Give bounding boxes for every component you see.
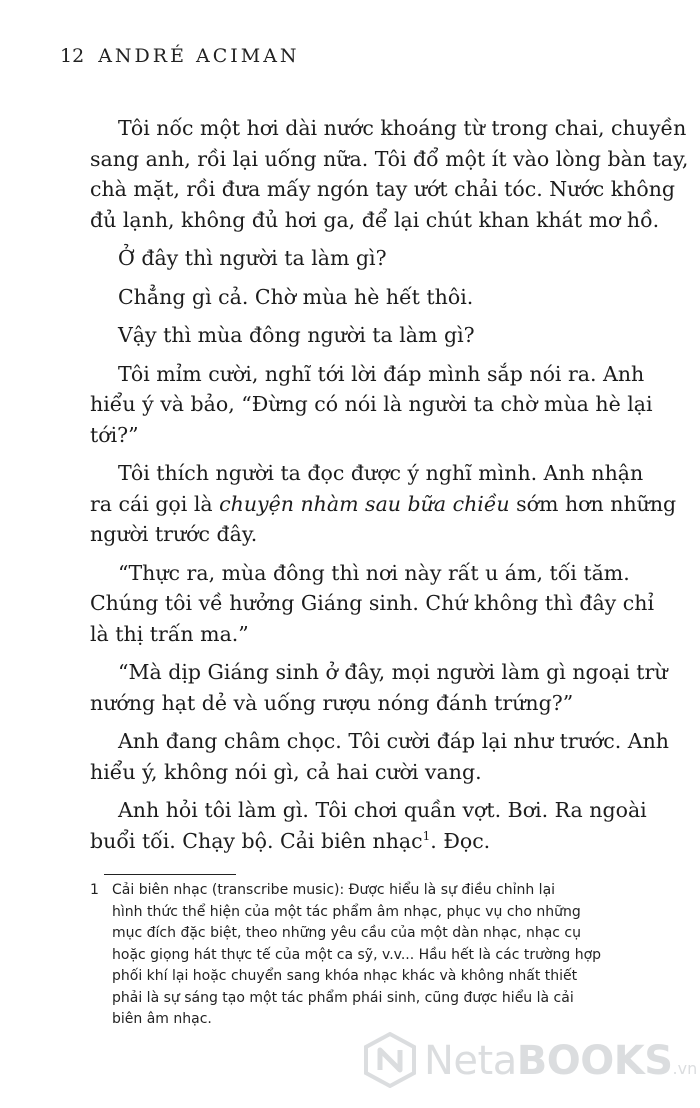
paragraph [90,795,680,856]
watermark [362,1030,698,1092]
paragraph [104,282,680,313]
paragraph [90,657,680,718]
text-line: Ở đây thì người ta làm gì? [118,246,387,270]
footnote-line: phối khí lại hoặc chuyển sang khóa nhạc khác và không nhất thiết [112,968,578,984]
running-header [60,45,300,67]
text-line: sang anh, rồi lại uống nữa. Tôi đổ một ít vào lòng bàn tay, [90,146,689,171]
footnote-line: phải là sự sáng tạo một tác phẩm phái sinh, cũng được hiểu là cải [112,989,574,1006]
watermark-brand [424,1038,697,1084]
brand-tld: .vn [672,1059,698,1078]
footnote [90,880,688,1031]
text-line: nướng hạt dẻ và uống rượu nóng đánh trứng?” [90,690,574,715]
text-line: chà mặt, rồi đưa mấy ngón tay ướt chải tóc. Nước không [90,177,676,201]
text-line: tới?” [90,422,139,447]
text-line: Anh đang châm chọc. Tôi cười đáp lại như trước. Anh [118,729,669,753]
text-line: Anh hỏi tôi làm gì. Tôi chơi quần vợt. Bơi. Ra ngoài [118,798,647,822]
footnote-number: 1 [90,882,99,898]
text-line: Tôi thích người ta đọc được ý nghĩ mình. Anh nhận [118,461,644,485]
text-line: Chẳng gì cả. Chờ mùa hè hết thôi. [118,284,474,309]
text-line: đủ lạnh, không đủ hơi ga, để lại chút khan khát mơ hồ. [90,207,660,232]
paragraph [104,243,680,274]
body-text [90,113,689,864]
text-run: sớm hơn những [509,491,677,516]
italic-phrase: chuyện nhàm sau bữa chiều [219,491,510,516]
paragraph [90,558,680,650]
text-line: là thị trấn ma.” [90,621,249,646]
netabooks-logo-icon [362,1032,418,1088]
footnote-line: hoặc giọng hát thực tế của một ca sỹ, v.v... Hầu hết là các trường hợp [112,946,602,963]
text-line [90,489,680,520]
brand-part: Neta [424,1038,517,1084]
footnote-line: Cải biên nhạc (transcribe music): Được hiểu là sự điều chỉnh lại [112,882,556,898]
page-number: 12 [60,45,85,67]
text-line: “Thực ra, mùa đông thì nơi này rất u ám, tối tăm. [118,560,630,585]
text-run: ra cái gọi là [90,491,220,516]
text-run: . Đọc. [430,828,491,853]
text-line: Tôi mỉm cười, nghĩ tới lời đáp mình sắp nói ra. Anh [118,361,645,386]
text-line: hiểu ý và bảo, “Đừng có nói là người ta chờ mùa hè lại [90,392,653,416]
paragraph [90,458,680,550]
text-run: buổi tối. Chạy bộ. Cải biên nhạc [90,828,423,853]
text-line [90,826,680,857]
paragraph [90,359,680,451]
footnote-divider [104,874,236,875]
author-name: ANDRÉ ACIMAN [98,45,300,67]
text-line: Chúng tôi về hưởng Giáng sinh. Chứ không thì đây chỉ [90,591,655,615]
text-line: “Mà dịp Giáng sinh ở đây, mọi người làm gì ngoại trừ [118,660,668,684]
text-line: Vậy thì mùa đông người ta làm gì? [118,323,475,347]
paragraph [90,113,689,235]
paragraph [90,726,680,787]
text-line: hiểu ý, không nói gì, cả hai cười vang. [90,759,482,784]
footnote-line: mục đích đặc biệt, theo những yêu cầu của một dàn nhạc, nhạc cụ [112,925,581,941]
paragraph [104,320,680,351]
brand-part: BOOKS [516,1038,673,1084]
text-line: Tôi nốc một hơi dài nước khoáng từ trong chai, chuyền [118,116,687,140]
footnote-line: biên âm nhạc. [112,1011,212,1027]
footnote-reference: 1 [422,828,431,843]
text-line: người trước đây. [90,522,258,546]
footnote-line: hình thức thể hiện của một tác phẩm âm nhạc, phục vụ cho những [112,903,581,920]
